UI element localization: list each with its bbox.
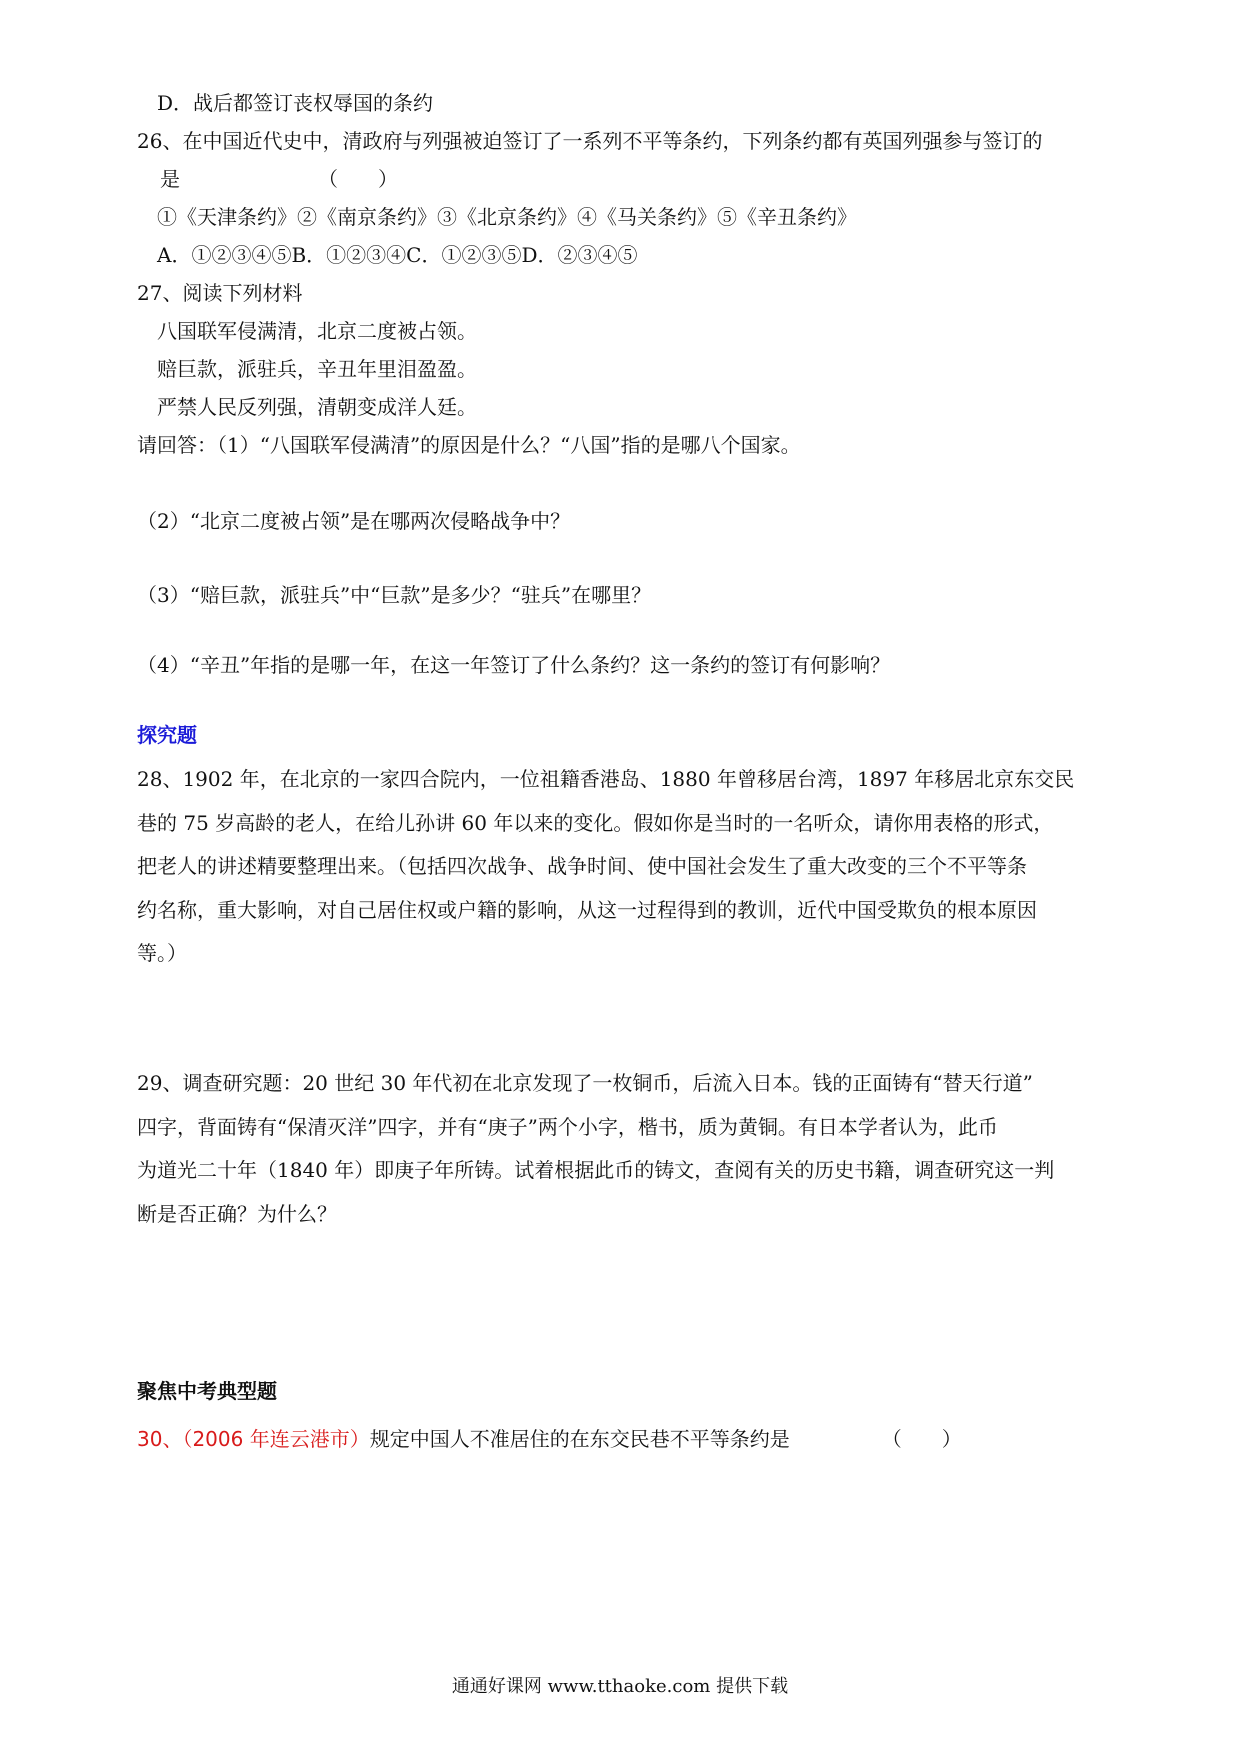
- q29-line-2: 四字，背面铸有“保清灭洋”四字，并有“庚子”两个小字，楷书，质为黄铜。有日本学者认为，此币: [137, 1115, 998, 1139]
- q27-sub-question-1: 请回答：（1）“八国联军侵满清”的原因是什么？“八国”指的是哪八个国家。: [137, 433, 801, 457]
- q30-number: 30、: [137, 1427, 183, 1451]
- q28-line-3: 把老人的讲述精要整理出来。（包括四次战争、战争时间、使中国社会发生了重大改变的三个不平等条: [137, 854, 1027, 878]
- section-heading-exam: 聚焦中考典型题: [137, 1379, 277, 1403]
- section-heading-explore: 探究题: [137, 723, 197, 747]
- q27-poem-line-2: 赔巨款，派驻兵，辛丑年里泪盈盈。: [157, 357, 477, 381]
- q30-stem: 规定中国人不准居住的在东交民巷不平等条约是: [369, 1427, 790, 1451]
- q27-stem: 27、阅读下列材料: [137, 281, 303, 305]
- q29-line-4: 断是否正确？为什么？: [137, 1202, 337, 1226]
- page-footer: 通通好课网 www.tthaoke.com 提供下载: [451, 1676, 789, 1697]
- q30-source: （2006 年连云港市）: [182, 1427, 370, 1451]
- q26-stem-end: 是: [160, 167, 180, 191]
- q30-bracket: （ ）: [881, 1427, 962, 1451]
- q28-line-4: 约名称，重大影响，对自己居住权或户籍的影响，从这一过程得到的教训，近代中国受欺负的根本原因: [137, 898, 1037, 922]
- q26-bracket: （ ）: [318, 167, 398, 191]
- q30-line: [137, 1426, 962, 1452]
- q27-sub-question-3: （3）“赔巨款，派驻兵”中“巨款”是多少？“驻兵”在哪里？: [137, 583, 652, 607]
- q28-line-5: 等。）: [137, 941, 187, 965]
- q27-sub-question-2: （2）“北京二度被占领”是在哪两次侵略战争中？: [137, 509, 571, 533]
- q27-poem-line-3: 严禁人民反列强，清朝变成洋人廷。: [157, 395, 477, 419]
- q26-items: ①《天津条约》②《南京条约》③《北京条约》④《马关条约》⑤《辛丑条约》: [157, 205, 857, 229]
- q29-line-1: 29、调查研究题：20 世纪 30 年代初在北京发现了一枚铜币，后流入日本。钱的正面铸有“替天行道”: [137, 1071, 1033, 1095]
- q28-line-2: 巷的 75 岁高龄的老人，在给儿孙讲 60 年以来的变化。假如你是当时的一名听众，请你用表格的形式，: [137, 811, 1054, 835]
- q26-stem-line2: [160, 166, 398, 192]
- q27-sub-question-4: （4）“辛丑”年指的是哪一年，在这一年签订了什么条约？这一条约的签订有何影响？: [137, 653, 891, 677]
- q29-line-3: 为道光二十年（1840 年）即庚子年所铸。试着根据此币的铸文，查阅有关的历史书籍，调查研究这一判: [137, 1158, 1055, 1182]
- q25-option-d: D．战后都签订丧权辱国的条约: [157, 91, 434, 115]
- q27-poem-line-1: 八国联军侵满清，北京二度被占领。: [157, 319, 477, 343]
- q28-line-1: 28、1902 年，在北京的一家四合院内，一位祖籍香港岛、1880 年曾移居台湾，1897 年移居北京东交民: [137, 767, 1075, 791]
- q26-stem-line1: 26、在中国近代史中，清政府与列强被迫签订了一系列不平等条约，下列条约都有英国列强参与签订的: [137, 129, 1043, 153]
- q26-options: A．①②③④⑤B．①②③④C．①②③⑤D．②③④⑤: [157, 243, 638, 267]
